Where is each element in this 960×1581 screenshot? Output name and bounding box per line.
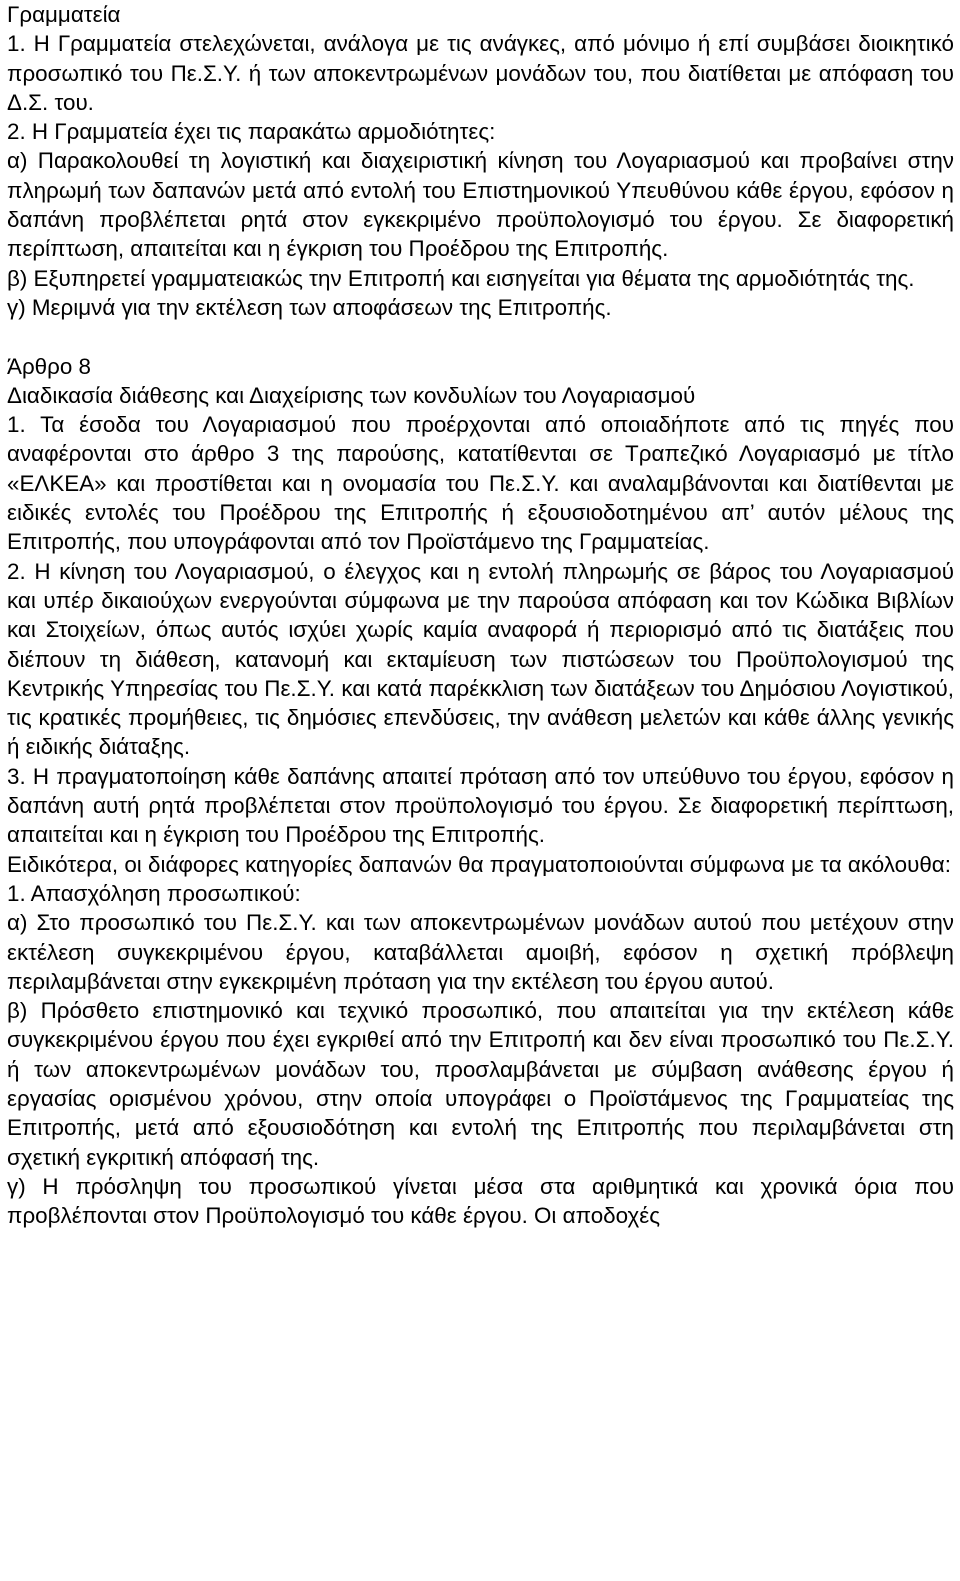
document-body — [7, 0, 954, 1230]
paragraph: Ειδικότερα, οι διάφορες κατηγορίες δαπανών θα πραγματοποιούνται σύμφωνα με τα ακόλουθα: — [7, 851, 951, 877]
paragraph: α) Παρακολουθεί τη λογιστική και διαχειριστική κίνηση του Λογαριασμού και προβαίνει στην πληρωμή των δαπανών μετά από εντολή του Επιστημονικού Υπευθύνου κάθε έργου, εφόσον η δαπάνη προβλέπεται ρητά στον εγκεκριμένο προϋπολογισμό του έργου. Σε διαφορετική περίπτωση, απαιτείται και η έγκριση του Προέδρου της Επιτροπής. — [7, 148, 954, 262]
paragraph: 1. Η Γραμματεία στελεχώνεται, ανάλογα με τις ανάγκες, από μόνιμο ή επί συμβάσει διοικητικό προσωπικό του Πε.Σ.Υ. ή των αποκεντρωμένων μονάδων του, που διατίθεται με απόφαση του Δ.Σ. του. — [7, 31, 954, 115]
paragraph: 2. Η Γραμματεία έχει τις παρακάτω αρμοδιότητες: — [7, 119, 496, 145]
paragraph: γ) Η πρόσληψη του προσωπικού γίνεται μέσα στα αριθμητικά και χρονικά όρια που προβλέπονται στον Προϋπολογισμό του κάθε έργου. Οι αποδοχές — [7, 1173, 954, 1229]
paragraph: β) Εξυπηρετεί γραμματειακώς την Επιτροπή και εισηγείται για θέματα της αρμοδιότητάς της. — [7, 265, 915, 291]
section-heading: Άρθρο 8 — [7, 353, 91, 379]
paragraph: 3. Η πραγματοποίηση κάθε δαπάνης απαιτεί πρόταση από τον υπεύθυνο του έργου, εφόσον η δαπάνη αυτή ρητά προβλέπεται στον προϋπολογισμό του έργου. Σε διαφορετική περίπτωση, απαιτείται και η έγκριση του Προέδρου της Επιτροπής. — [7, 763, 954, 848]
paragraph: 1. Απασχόληση προσωπικού: — [7, 880, 301, 906]
section-heading: Γραμματεία — [7, 2, 121, 27]
blank-line — [7, 322, 954, 351]
paragraph: β) Πρόσθετο επιστημονικό και τεχνικό προσωπικό, που απαιτείται για την εκτέλεση κάθε συγκεκριμένου έργου που έχει εγκριθεί από την Επιτροπή και δεν είναι προσωπικό του Πε.Σ.Υ. ή των αποκεντρωμένων μονάδων του, προσλαμβάνεται με σύμβαση ανάθεσης έργου ή εργασίας ορισμένου χρόνου, στην οποία υπογράφει ο Προϊστάμενος της Γραμματείας της Επιτροπής, μετά από εξουσιοδότηση και εντολή της Επιτροπής που περιλαμβάνεται στη σχετική εγκριτική απόφασή της. — [7, 998, 954, 1170]
paragraph: 2. Η κίνηση του Λογαριασμού, ο έλεγχος και η εντολή πληρωμής σε βάρος του Λογαριασμού και υπέρ δικαιούχων ενεργούνται σύμφωνα με την παρούσα απόφαση και τον Κώδικα Βιβλίων και Στοιχείων, όπως αυτός ισχύει χωρίς καμία αναφορά ή περιορισμό από τις διατάξεις που διέπουν τη διάθεση, κατανομή και εκταμίευση των πιστώσεων του Προϋπολογισμού της Κεντρικής Υπηρεσίας του Πε.Σ.Υ. και κατά παρέκκλιση των διατάξεων του Δημόσιου Λογιστικού, τις κρατικές προμήθειες, τις δημόσιες επενδύσεις, την ανάθεση μελετών και κάθε άλλης γενικής ή ειδικής διάταξης. — [7, 558, 954, 760]
section-heading: Διαδικασία διάθεσης και Διαχείρισης των κονδυλίων του Λογαριασμού — [7, 382, 696, 408]
paragraph: γ) Μεριμνά για την εκτέλεση των αποφάσεων της Επιτροπής. — [7, 294, 612, 320]
paragraph: 1. Τα έσοδα του Λογαριασμού που προέρχονται από οποιαδήποτε από τις πηγές που αναφέρονται στο άρθρο 3 της παρούσης, κατατίθενται σε Τραπεζικό Λογαριασμό με τίτλο «ΕΛΚΕΑ» και προστίθεται και η ονομασία του Πε.Σ.Υ. και αναλαμβάνονται και διατίθενται με ειδικές εντολές του Προέδρου της Επιτροπής ή εξουσιοδοτημένου απ’ αυτόν μέλους της Επιτροπής, που υπογράφονται από τον Προϊστάμενο της Γραμματείας. — [7, 412, 954, 555]
paragraph: α) Στο προσωπικό του Πε.Σ.Υ. και των αποκεντρωμένων μονάδων αυτού που μετέχουν στην εκτέλεση συγκεκριμένου έργου, καταβάλλεται αμοιβή, εφόσον η σχετική πρόβλεψη περιλαμβάνεται στην εγκεκριμένη πρόταση για την εκτέλεση του έργου αυτού. — [7, 910, 954, 994]
